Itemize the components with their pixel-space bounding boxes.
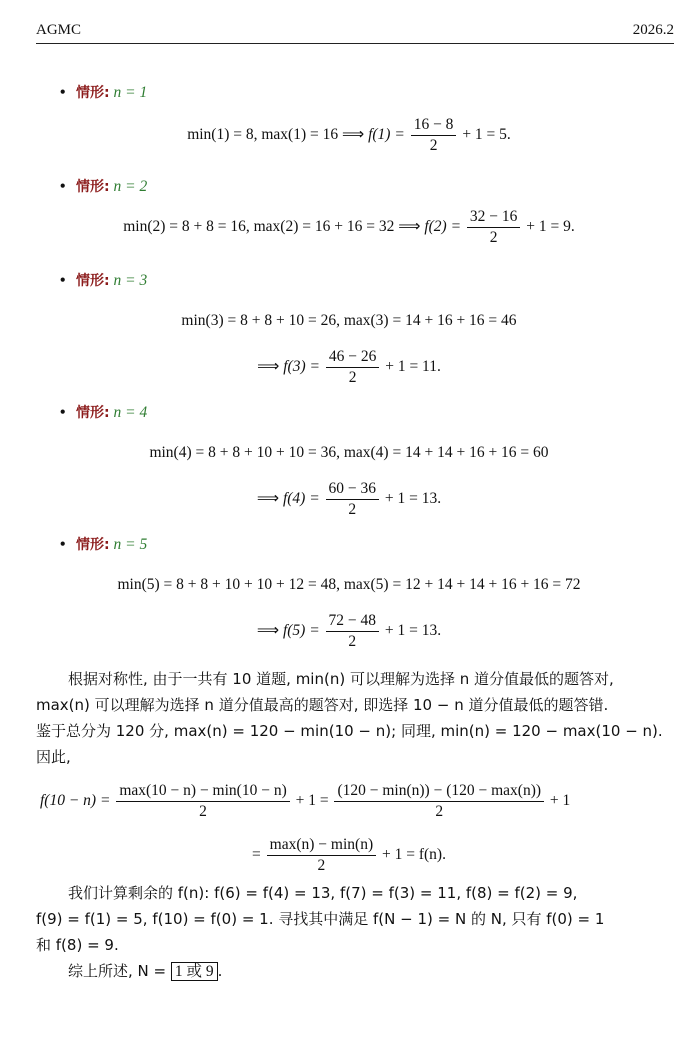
header-date: 2026.2 xyxy=(632,22,674,38)
running-header xyxy=(36,22,674,44)
conclusion: 综上所述, N = 1 或 9 . xyxy=(68,962,223,980)
case-5-line-2: ⟹ f(5) = $\frac{72 - 48}{2}$ + 1 = 13. xyxy=(256,612,442,650)
case-3-line-1: min(3) = 8 + 8 + 10 = 26, max(3) = 14 + 16 + 16 = 46 xyxy=(181,312,517,329)
case-5-heading: • 情形: n = 5 xyxy=(60,536,148,553)
case-3-line-2: ⟹ f(3) = $\frac{46 - 26}{2}$ + 1 = 11. xyxy=(257,348,441,386)
case-1-heading: • 情形: n = 1 xyxy=(60,84,148,101)
case-1-equation: min(1) = 8, max(1) = 16 ⟹ f(1) = $\frac{16 - 8}{2}$ + 1 = 5. xyxy=(187,116,511,154)
case-4-line-2: ⟹ f(4) = $\frac{60 - 36}{2}$ + 1 = 13. xyxy=(256,480,442,518)
header-journal: AGMC xyxy=(36,22,82,38)
case-3-heading: • 情形: n = 3 xyxy=(60,272,148,289)
remaining-values-paragraph: 我们计算剩余的 f(n): f(6) = f(4) = 13, f(7) = f(3) = 11, f(8) = f(2) = 9, f(9) = f(1) = 5, f(10) = f(0) = 1. 寻找其中满足 f(N − 1) = N 的 N, 只有 f(0) = 1 和 f(8) = 9. 综上所述, N = 1 或 9 . xyxy=(36,880,676,985)
case-4-heading: • 情形: n = 4 xyxy=(60,404,148,421)
case-2-heading: • 情形: n = 2 xyxy=(60,178,148,195)
case-2-equation: min(2) = 8 + 8 = 16, max(2) = 16 + 16 = 32 ⟹ f(2) = $\frac{32 - 16}{2}$ + 1 = 9. xyxy=(123,208,575,246)
boxed-answer: 1 或 9 xyxy=(171,962,218,981)
symmetry-equation-1: f(10 − n) = $\frac{\max(10 - n) - \min(10 - n)}{2}$ + 1 = $\frac{(120 - \min(n)) - (120 - \max(n))}{2}$ + 1 xyxy=(40,782,571,820)
symmetry-paragraph: 根据对称性, 由于一共有 10 道题, min(n) 可以理解为选择 n 道分值最低的题答对, max(n) 可以理解为选择 n 道分值最高的题答对, 即选择 10 − n 道分值最低的题答错. 鉴于总分为 120 分, max(n) = 120 − min(10 − n); 同理, min(n) = 120 − max(10 − n). 因此, xyxy=(36,670,663,766)
symmetry-equation-2: = $\frac{\max(n) - \min(n)}{2}$ + 1 = f(n). xyxy=(252,836,446,874)
case-5-line-1: min(5) = 8 + 8 + 10 + 10 + 12 = 48, max(5) = 12 + 14 + 14 + 16 + 16 = 72 xyxy=(117,576,581,593)
case-4-line-1: min(4) = 8 + 8 + 10 + 10 = 36, max(4) = 14 + 14 + 16 + 16 = 60 xyxy=(149,444,549,461)
